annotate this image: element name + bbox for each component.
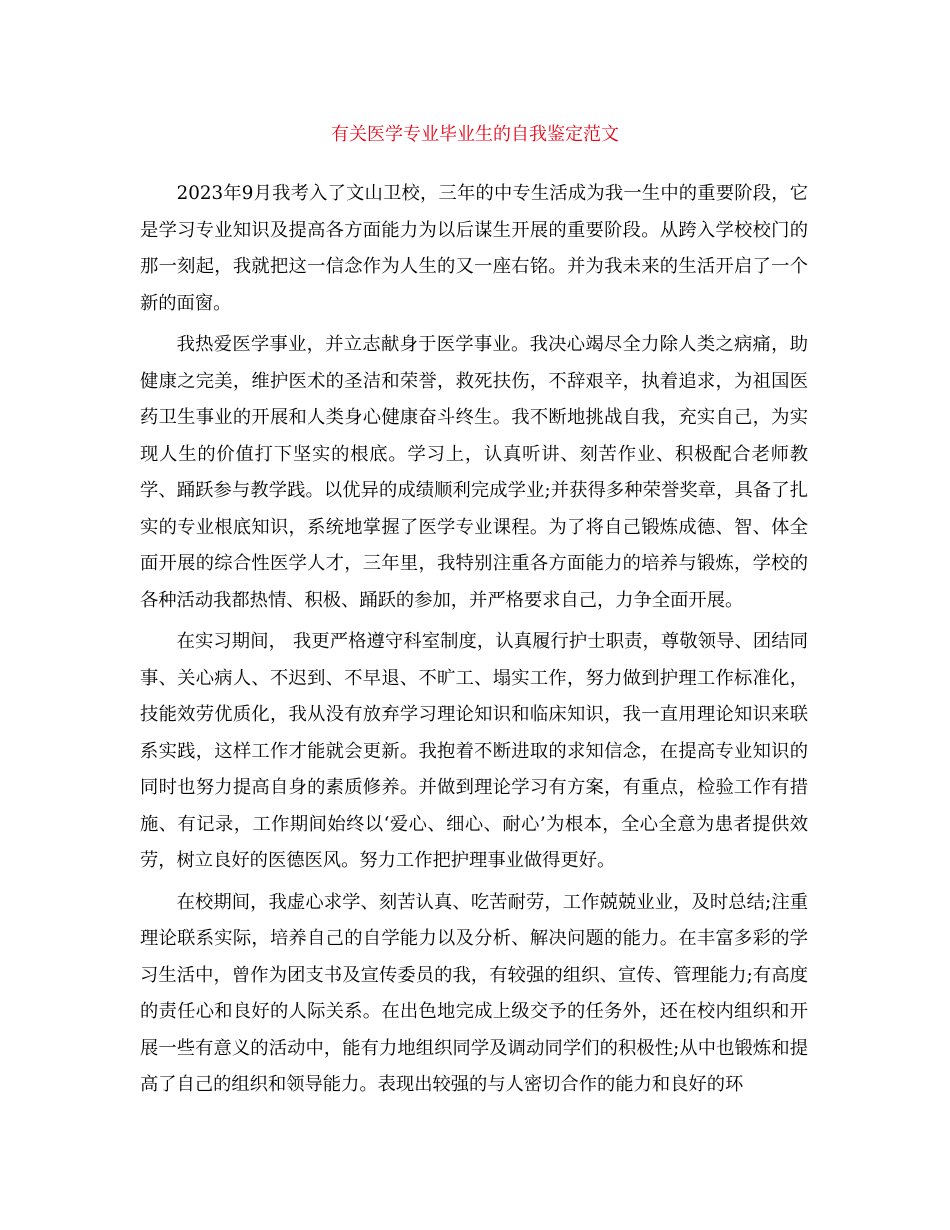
paragraph-1: 2023年9月我考入了文山卫校，三年的中专生活成为我一生中的重要阶段，它是学习专业知识及提高各方面能力为以后谋生开展的重要阶段。从跨入学校校门的那一刻起，我就把这一信念作为人生的又一座右铭。并为我未来的生活开启了一个新的面窗。 — [140, 183, 808, 314]
document-title: 有关医学专业毕业生的自我鉴定范文 — [331, 124, 619, 145]
paragraph-4: 在校期间，我虚心求学、刻苦认真、吃苦耐劳，工作兢兢业业，及时总结;注重理论联系实际，培养自己的自学能力以及分析、解决问题的能力。在丰富多彩的学习生活中，曾作为团支书及宣传委员的我，有较强的组织、宣传、管理能力;有高度的责任心和良好的人际关系。在出色地完成上级交予的任务外，还在校内组织和开展一些有意义的活动中，能有力地组织同学及调动同学们的积极性;从中也锻炼和提高了自己的组织和领导能力。表现出较强的与人密切合作的能力和良好的环 — [140, 891, 808, 1095]
paragraph-2: 我热爱医学事业，并立志献身于医学事业。我决心竭尽全力除人类之病痛，助健康之完美，维护医术的圣洁和荣誉，救死扶伤，不辞艰辛，执着追求，为祖国医药卫生事业的开展和人类身心健康奋斗终生。我不断地挑战自我，充实自己，为实现人生的价值打下坚实的根底。学习上，认真听讲、刻苦作业、积极配合老师教学、踊跃参与教学践。以优异的成绩顺利完成学业;并获得多种荣誉奖章，具备了扎实的专业根底知识，系统地掌握了医学专业课程。为了将自己锻炼成德、智、体全面开展的综合性医学人才，三年里，我特别注重各方面能力的培养与锻炼，学校的各种活动我都热情、积极、踊跃的参加，并严格要求自己，力争全面开展。 — [140, 334, 808, 611]
document-body — [140, 176, 808, 1109]
paragraph-3: 在实习期间， 我更严格遵守科室制度，认真履行护士职责，尊敬领导、团结同事、关心病人、不迟到、不早退、不旷工、塌实工作，努力做到护理工作标准化，技能效劳优质化，我从没有放弃学习理论知识和临床知识，我一直用理论知识来联系实践，这样工作才能就会更新。我抱着不断进取的求知信念，在提高专业知识的同时也努力提高自身的素质修养。并做到理论学习有方案，有重点，检验工作有措施、有记录，工作期间始终以‘爱心、细心、耐心’为根本，全心全意为患者提供效劳，树立良好的医德医风。努力工作把护理事业做得更好。 — [140, 631, 808, 871]
